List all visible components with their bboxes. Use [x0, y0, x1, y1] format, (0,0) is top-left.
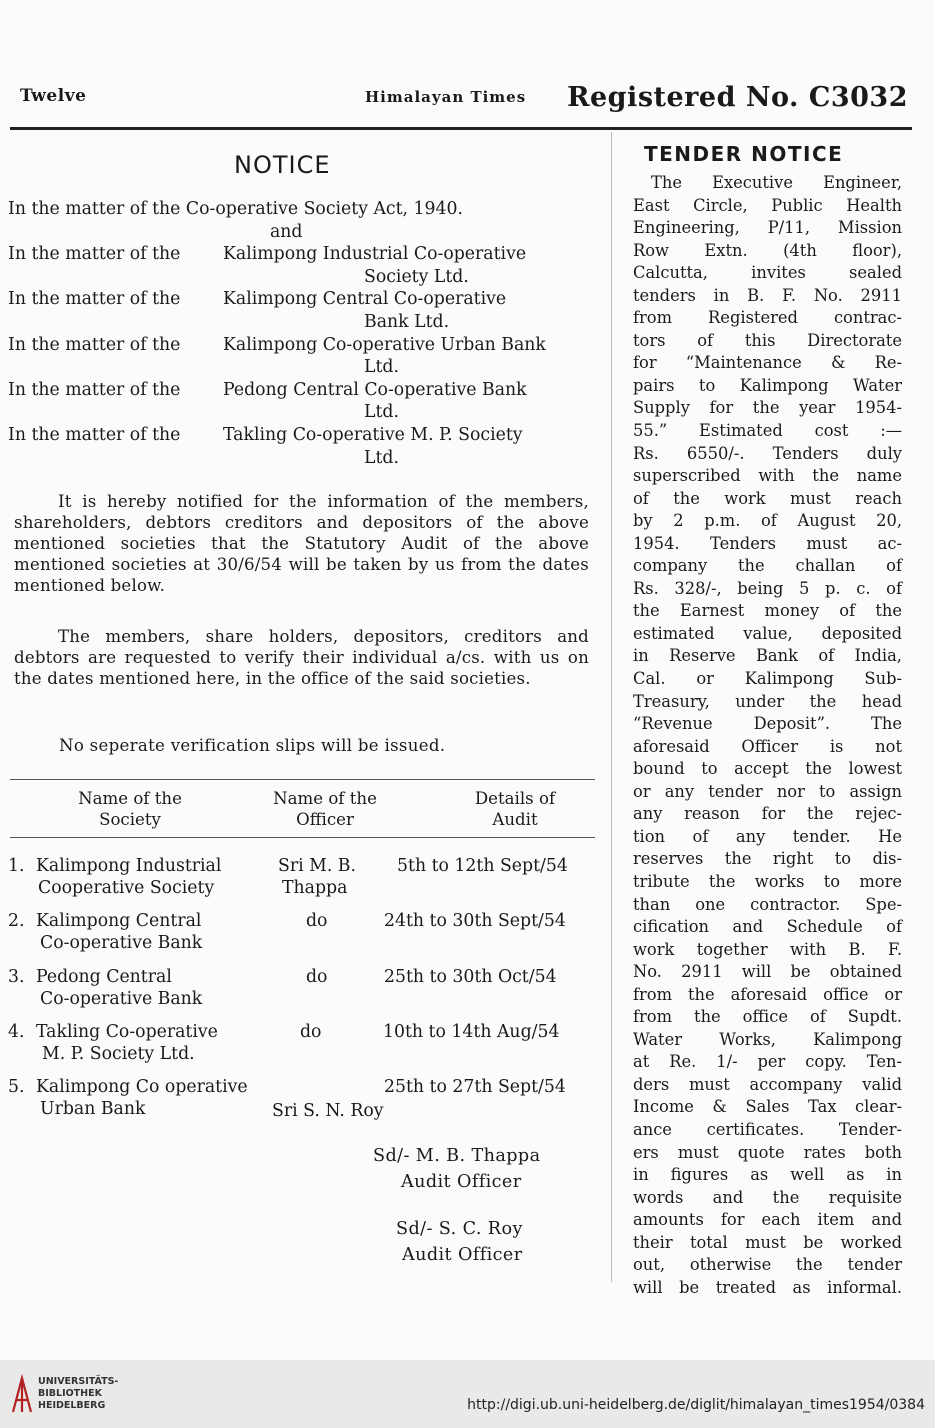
column-divider	[611, 132, 612, 1282]
matter-item	[8, 424, 608, 469]
matter-society: Pedong Central Co-operative Bank	[223, 379, 527, 400]
row-officer-line1: do	[306, 911, 328, 931]
tender-line: Rs. 6550/-. Tenders duly	[633, 443, 902, 463]
tender-line: out, otherwise the tender	[633, 1255, 902, 1275]
signature-title: Audit Officer	[402, 1245, 523, 1265]
tender-line: East Circle, Public Health	[633, 195, 902, 215]
table-row	[8, 910, 598, 956]
tender-line: from the aforesaid office or	[633, 984, 902, 1004]
tender-line: from the office of Supdt.	[633, 1007, 902, 1027]
row-society-line1: Kalimpong Industrial	[36, 856, 222, 876]
table-row	[8, 1021, 598, 1067]
matter-lead: In the matter of the	[8, 424, 181, 445]
tender-line: estimated value, deposited	[633, 623, 902, 643]
row-society-line1: Kalimpong Central	[36, 911, 202, 931]
tender-line: ance certificates. Tender-	[633, 1119, 902, 1139]
library-name	[38, 1376, 118, 1412]
library-name-line1: UNIVERSITÄTS-	[38, 1376, 119, 1387]
tender-line: of the work must reach	[633, 488, 902, 508]
tender-line: 55.” Estimated cost :—	[633, 421, 902, 441]
page-number: Twelve	[20, 86, 87, 106]
table-row	[8, 1076, 598, 1122]
tender-line: Engineering, P/11, Mission	[633, 218, 902, 238]
tender-line: work together with B. F.	[633, 939, 902, 959]
tender-line: in Reserve Bank of India,	[633, 646, 902, 666]
row-officer-line1: do	[306, 967, 328, 987]
row-society-line2: Co-operative Bank	[40, 933, 203, 953]
table-row	[8, 966, 598, 1012]
tender-line: from Registered contrac-	[633, 308, 902, 328]
university-library-logo	[10, 1372, 34, 1416]
tender-line: Rs. 328/-, being 5 p. c. of	[633, 578, 902, 598]
library-name-line3: HEIDELBERG	[38, 1400, 106, 1411]
row-officer-line1: Sri M. B.	[278, 856, 356, 876]
header-officer-line1: Name of the	[273, 789, 377, 808]
header-audit-line1: Details of	[474, 789, 556, 808]
tender-line: at Re. 1/- per copy. Ten-	[633, 1052, 902, 1072]
header-society-line1: Name of the	[78, 789, 182, 808]
masthead-rule	[10, 127, 912, 130]
tender-line: company the challan of	[633, 556, 902, 576]
notice-title: NOTICE	[234, 151, 331, 179]
row-society-line2: M. P. Society Ltd.	[42, 1044, 195, 1064]
matter-lead: In the matter of the	[8, 289, 181, 310]
tender-line: reserves the right to dis-	[633, 849, 902, 869]
row-audit: 24th to 30th Sept/54	[384, 911, 566, 931]
library-footer	[0, 1360, 935, 1428]
tender-line: ders must accompany valid	[633, 1074, 902, 1094]
matter-item	[8, 288, 608, 333]
header-society-line2: Society	[99, 810, 161, 829]
table-row	[8, 855, 598, 901]
row-society-line2: Cooperative Society	[38, 878, 215, 898]
row-audit: 25th to 30th Oct/54	[384, 967, 557, 987]
matter-item	[8, 379, 608, 424]
matter-lead: In the matter of the	[8, 379, 181, 400]
header-officer	[255, 788, 395, 830]
notice-paragraph-1: It is hereby notified for the information of the members, shareholders, debtors creditors and depositors of the above mentioned societies that the Statutory Audit of the above mentioned societies at 30/6/54 will be taken by us from the dates mentioned below.	[14, 492, 589, 595]
tender-line: in figures as well as in	[633, 1165, 902, 1185]
tender-line: bound to accept the lowest	[633, 759, 902, 779]
row-officer-line2: Sri S. N. Roy	[272, 1101, 384, 1121]
tender-line: their total must be worked	[633, 1232, 902, 1252]
header-society	[60, 788, 200, 830]
tender-line: any reason for the rejec-	[633, 804, 902, 824]
tender-line: The Executive Engineer,	[651, 173, 902, 192]
tender-title: TENDER NOTICE	[644, 142, 844, 166]
signature-block	[373, 1143, 540, 1195]
signature-block	[396, 1216, 523, 1268]
row-audit: 10th to 14th Aug/54	[383, 1022, 560, 1042]
tender-line: Row Extn. (4th floor),	[633, 240, 902, 260]
matter-lead: In the matter of the	[8, 244, 181, 265]
matter-society: Kalimpong Industrial Co-operative	[223, 244, 527, 265]
tender-line: Supply for the year 1954-	[633, 398, 902, 418]
row-audit: 25th to 27th Sept/54	[384, 1077, 566, 1097]
tender-line: tors of this Directorate	[633, 330, 902, 350]
row-society-line1: Takling Co-operative	[36, 1022, 218, 1042]
row-number: 4.	[8, 1022, 25, 1042]
matter-continuation: Ltd.	[364, 402, 399, 423]
masthead	[10, 78, 910, 124]
tender-line: No. 2911 will be obtained	[633, 962, 902, 982]
tender-body	[633, 172, 902, 1299]
row-number: 5.	[8, 1077, 25, 1097]
row-audit: 5th to 12th Sept/54	[397, 856, 568, 876]
signature-name: Sd/- M. B. Thappa	[373, 1146, 541, 1166]
row-number: 3.	[8, 967, 25, 987]
row-society-line2: Urban Bank	[40, 1099, 146, 1119]
tender-line: by 2 p.m. of August 20,	[633, 511, 902, 531]
newspaper-name: Himalayan Times	[365, 88, 527, 106]
matter-continuation: Bank Ltd.	[364, 311, 450, 332]
tender-line: or any tender nor to assign	[633, 781, 902, 801]
tender-line: pairs to Kalimpong Water	[633, 375, 902, 395]
tender-line: words and the requisite	[633, 1187, 902, 1207]
source-url-link[interactable]: http://digi.ub.uni-heidelberg.de/diglit/himalayan_times1954/0384	[467, 1397, 925, 1413]
row-officer-line2: Thappa	[282, 878, 348, 898]
tender-line: tribute the works to more	[633, 871, 902, 891]
tender-line: ers must quote rates both	[633, 1142, 902, 1162]
tender-line: than one contractor. Spe-	[633, 894, 902, 914]
tender-line: for “Maintenance & Re-	[633, 353, 902, 373]
act-line: In the matter of the Co-operative Society Act, 1940.	[8, 199, 464, 219]
signature-title: Audit Officer	[401, 1172, 522, 1192]
tender-line: tion of any tender. He	[633, 826, 902, 846]
matter-society: Kalimpong Central Co-operative	[223, 289, 507, 310]
tender-line: the Earnest money of the	[633, 601, 902, 621]
table-top-rule	[10, 779, 595, 780]
tender-line: amounts for each item and	[633, 1210, 902, 1230]
tender-line: Income & Sales Tax clear-	[633, 1097, 902, 1117]
tender-line: Water Works, Kalimpong	[633, 1029, 902, 1049]
row-society-line1: Pedong Central	[36, 967, 172, 987]
header-audit-line2: Audit	[492, 810, 538, 829]
tender-line: 1954. Tenders must ac-	[633, 533, 902, 553]
matter-continuation: Ltd.	[364, 357, 399, 378]
matter-society: Kalimpong Co-operative Urban Bank	[223, 334, 546, 355]
row-society-line1: Kalimpong Co operative	[36, 1077, 248, 1097]
tender-line: tenders in B. F. No. 2911	[633, 285, 902, 305]
matter-lead: In the matter of the	[8, 334, 181, 355]
row-number: 1.	[8, 856, 25, 876]
matter-item	[8, 334, 608, 379]
header-audit	[445, 788, 585, 830]
tender-line: Cal. or Kalimpong Sub-	[633, 669, 902, 689]
and-line: and	[270, 221, 303, 242]
row-number: 2.	[8, 911, 25, 931]
table-header-rule	[10, 837, 595, 838]
tender-line: will be treated as informal.	[633, 1277, 902, 1297]
signature-name: Sd/- S. C. Roy	[396, 1219, 523, 1239]
header-officer-line2: Officer	[296, 810, 354, 829]
matter-continuation: Society Ltd.	[364, 266, 469, 287]
matter-continuation: Ltd.	[364, 447, 399, 468]
tender-line: cification and Schedule of	[633, 917, 902, 937]
tender-line: superscribed with the name	[633, 466, 902, 486]
tender-line: Calcutta, invites sealed	[633, 263, 902, 283]
row-society-line2: Co-operative Bank	[40, 989, 203, 1009]
tender-line: Treasury, under the head	[633, 691, 902, 711]
tender-line: “Revenue Deposit”. The	[633, 714, 902, 734]
row-officer-line1: do	[300, 1022, 322, 1042]
tender-line: aforesaid Officer is not	[633, 736, 902, 756]
notice-matters	[8, 198, 608, 469]
notice-paragraph-3: No seperate verification slips will be issued.	[59, 736, 446, 755]
matter-society: Takling Co-operative M. P. Society	[223, 424, 523, 445]
registration-number: Registered No. C3032	[567, 82, 908, 113]
notice-paragraph-2: The members, share holders, depositors, creditors and debtors are requested to verify their individual a/cs. with us on the dates mentioned here, in the office of the said societies.	[14, 627, 589, 688]
matter-item	[8, 243, 608, 288]
library-name-line2: BIBLIOTHEK	[38, 1388, 102, 1399]
